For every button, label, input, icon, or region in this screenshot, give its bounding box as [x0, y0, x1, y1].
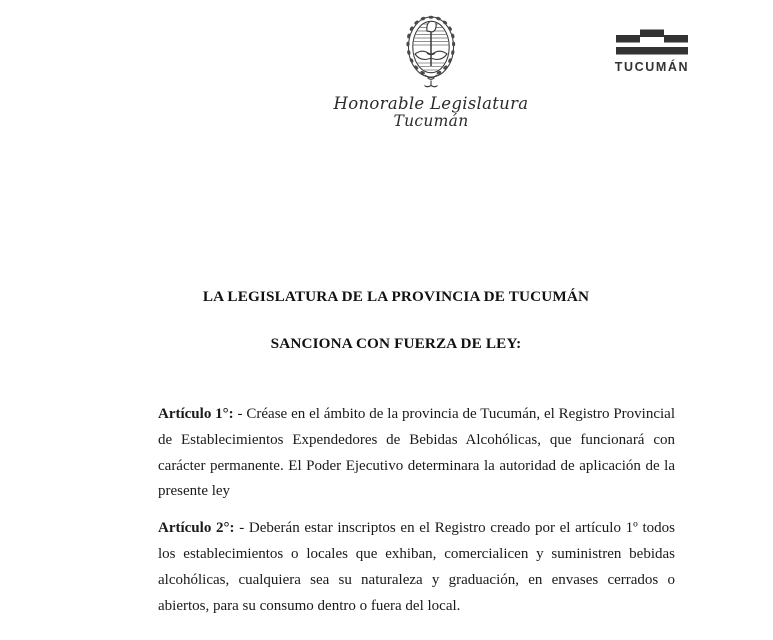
article-lead: Artículo 2°: [158, 520, 235, 537]
page-title-line-2: SANCIONA CON FUERZA DE LEY: [270, 335, 522, 352]
tucuman-brand [606, 28, 698, 74]
letterhead-line-2: Tucumán [393, 112, 469, 131]
letterhead-line-1: Honorable Legislatura [333, 94, 529, 113]
document-header [0, 0, 773, 150]
tucuman-wordmark: TUCUMÁN [614, 60, 690, 74]
document-title [96, 288, 696, 353]
legislature-letterhead [296, 14, 566, 131]
article-paragraph [158, 516, 675, 619]
letterhead-script [296, 95, 566, 131]
tucuman-logo-mark-icon [616, 28, 688, 56]
document-body [158, 402, 675, 619]
argentina-coat-of-arms-icon [402, 14, 460, 92]
article-paragraph [158, 402, 675, 505]
article-text: - Deberán estar inscriptos en el Registro creado por el artículo 1º todos los establecimientos o locales que exhiban, comercialicen y suministren bebidas alcohólicas, cualquiera sea su naturaleza y graduación, en envases cerrados o abiertos, para su consumo dentro o fuera del local. [158, 520, 675, 614]
article-text: - Créase en el ámbito de la provincia de Tucumán, el Registro Provincial de Establecimientos Expendedores de Bebidas Alcohólicas, que funcionará con carácter permanente. El Poder Ejecutivo determinara la autoridad de aplicación de la presente ley [158, 406, 675, 500]
page-title-line-1: LA LEGISLATURA DE LA PROVINCIA DE TUCUMÁN [202, 288, 590, 305]
article-lead: Artículo 1°: [158, 406, 234, 422]
